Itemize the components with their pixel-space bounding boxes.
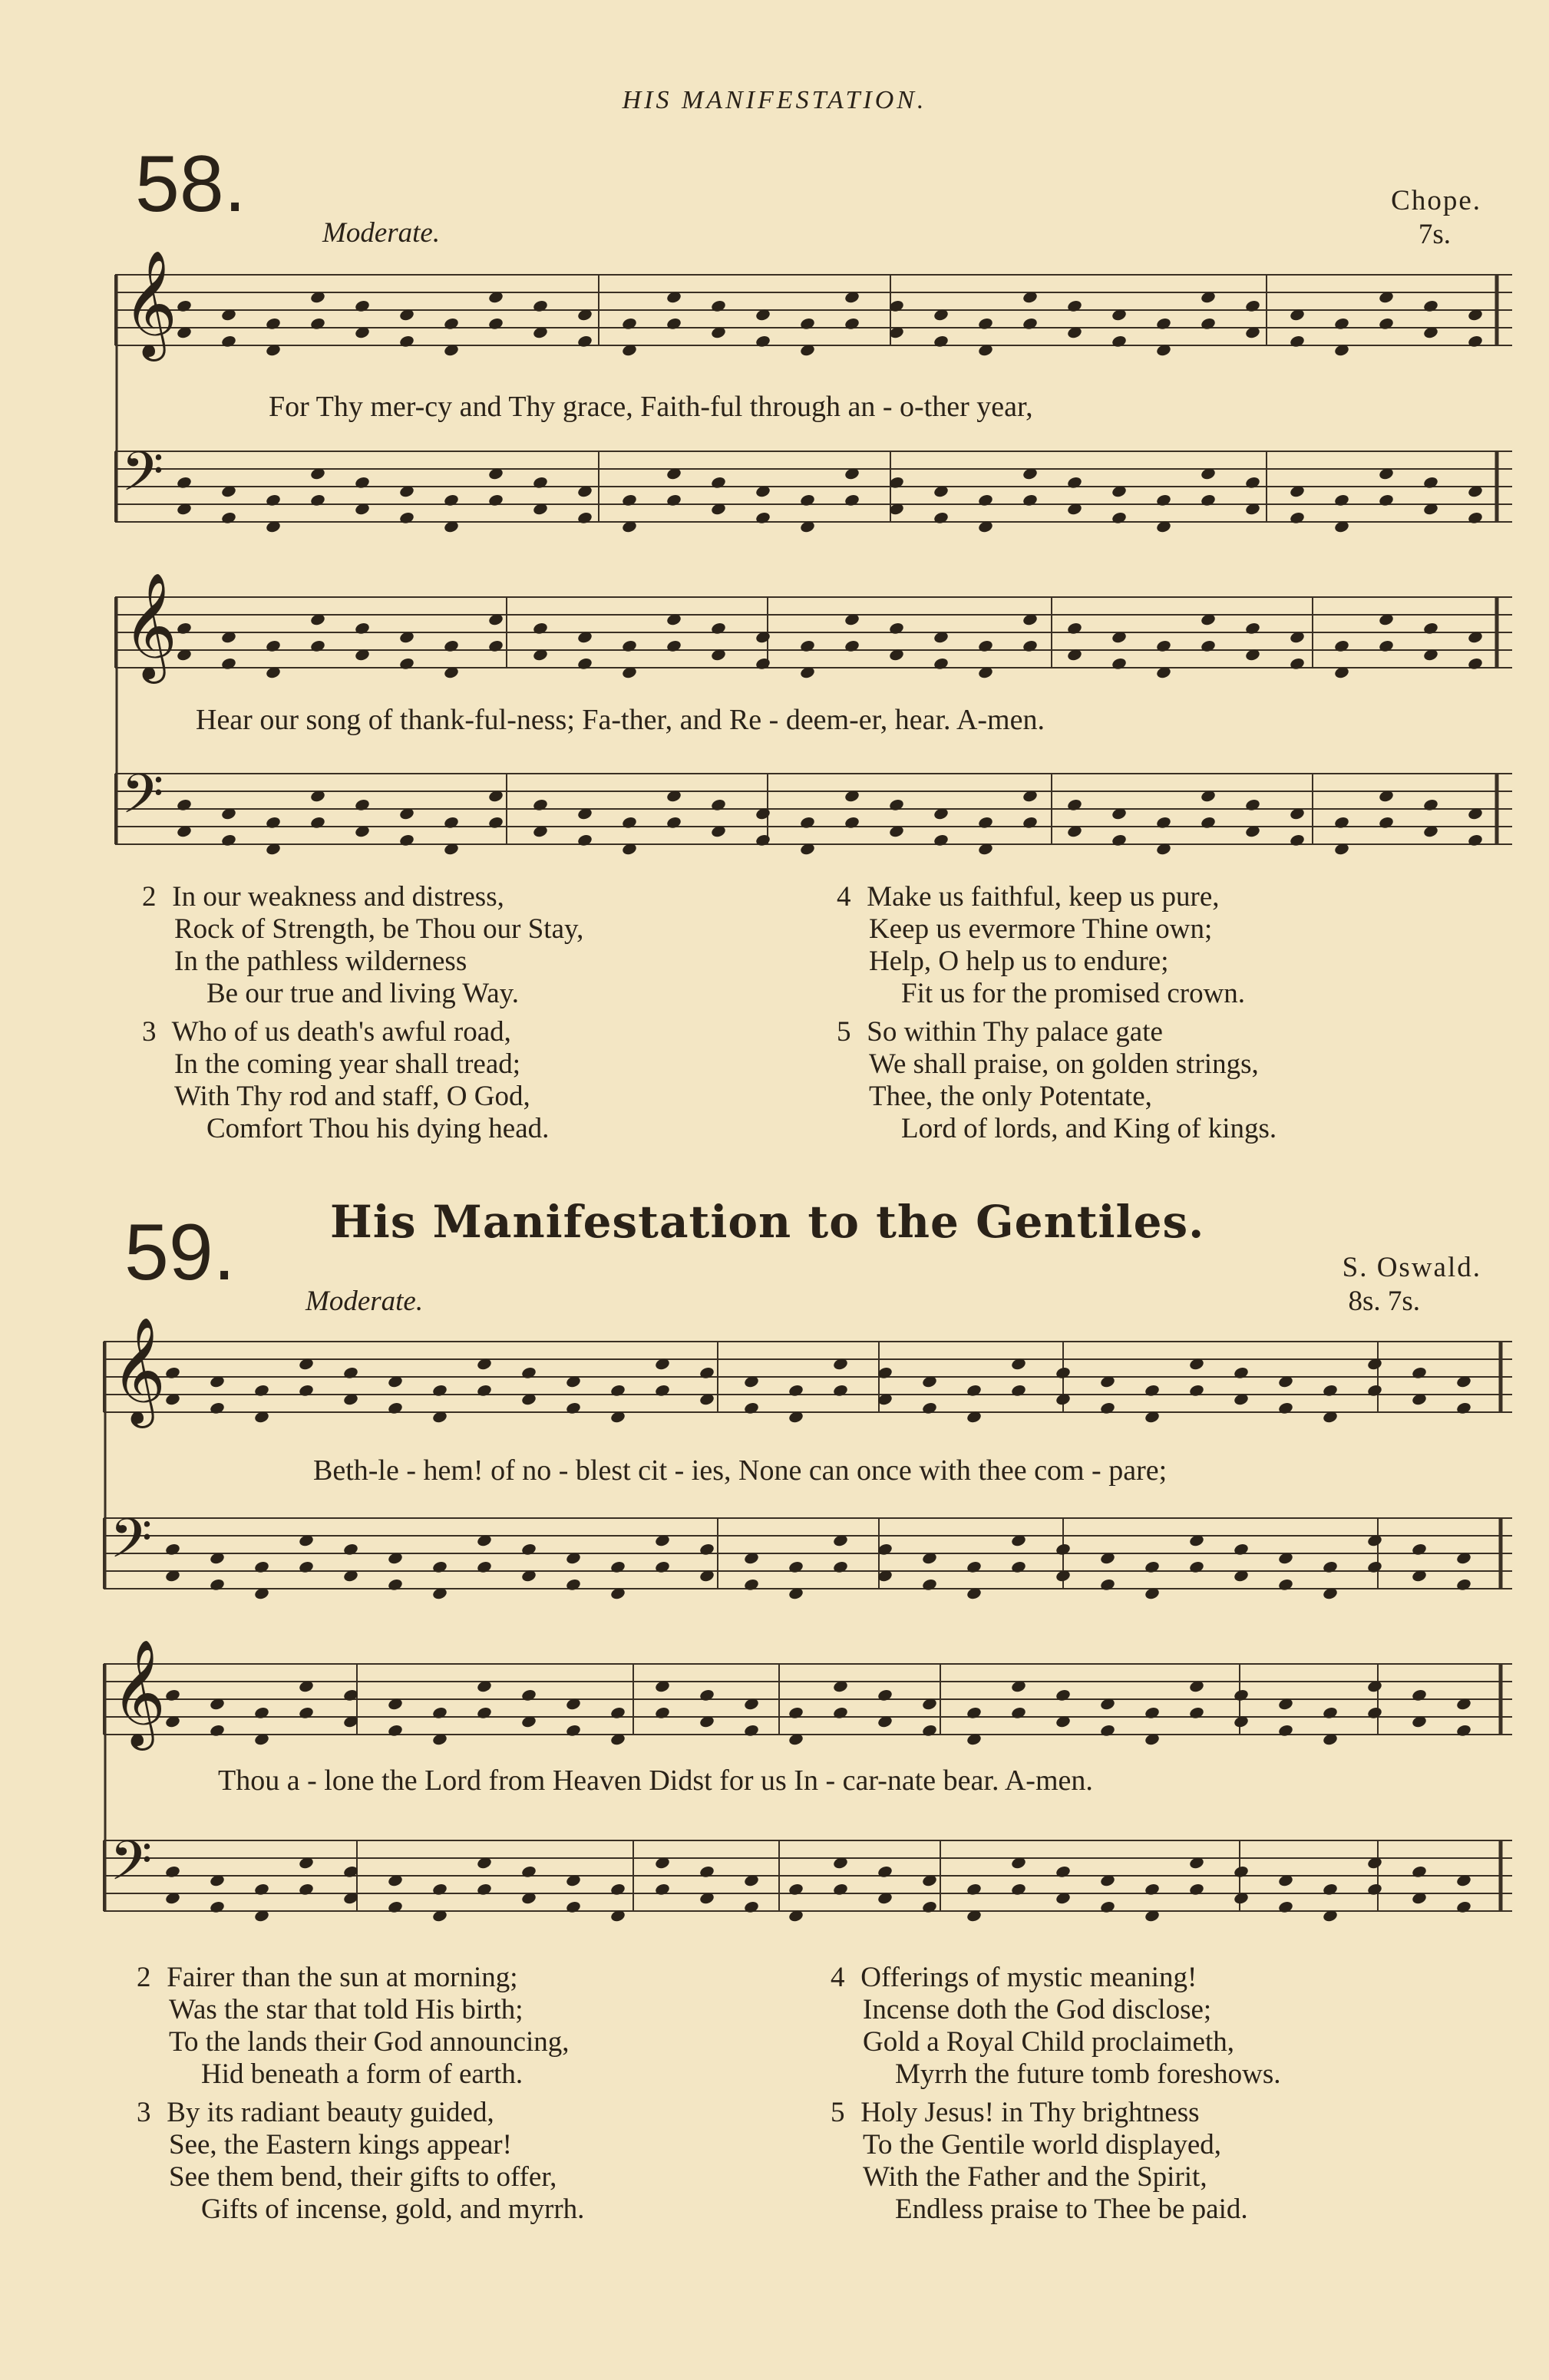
stanza-line: In the coming year shall tread; xyxy=(174,1048,521,1080)
stanza-line: Fit us for the promised crown. xyxy=(901,978,1246,1009)
lyrics-59-line-2: Thou a - lone the Lord from Heaven Didst for us In - car-nate bear. A-men. xyxy=(218,1764,1093,1797)
stanzas-58-right xyxy=(837,881,1277,1151)
stanza-line: Myrrh the future tomb foreshows. xyxy=(895,2058,1281,2090)
stanza-line: In our weakness and distress, xyxy=(172,881,504,913)
stanza-number: 4 xyxy=(837,881,851,913)
bass-clef-icon: 𝄢 xyxy=(121,762,164,840)
stanza-line: Offerings of mystic meaning! xyxy=(860,1962,1197,1993)
stanza-number: 4 xyxy=(831,1962,845,1993)
stanza-line: Comfort Thou his dying head. xyxy=(206,1113,550,1144)
stanza-line: Make us faithful, keep us pure, xyxy=(867,881,1220,913)
stanza-58-5 xyxy=(837,1016,1277,1145)
stanza-line: Holy Jesus! in Thy brightness xyxy=(860,2097,1200,2128)
stanza-line: Was the star that told His birth; xyxy=(169,1994,523,2025)
stanza-line: Thee, the only Potentate, xyxy=(869,1081,1152,1112)
stanza-line: Incense doth the God disclose; xyxy=(863,1994,1212,2025)
hymn-number-58: 58. xyxy=(135,140,246,229)
stanza-line: Help, O help us to endure; xyxy=(869,946,1169,977)
stanza-line: Keep us evermore Thine own; xyxy=(869,913,1213,945)
stanza-line: To the Gentile world displayed, xyxy=(863,2129,1221,2160)
hymn-title-59: His Manifestation to the Gentiles. xyxy=(330,1196,1205,1248)
bass-clef-icon: 𝄢 xyxy=(121,440,164,517)
stanza-line: Lord of lords, and King of kings. xyxy=(901,1113,1277,1144)
stanza-58-4 xyxy=(837,881,1277,1010)
stanza-line: Be our true and living Way. xyxy=(206,978,520,1009)
stanza-59-5 xyxy=(831,2097,1280,2226)
treble-clef-icon: 𝄞 xyxy=(123,573,177,680)
treble-clef-icon: 𝄞 xyxy=(111,1639,166,1747)
stanza-59-2 xyxy=(137,1962,584,2091)
stanza-number: 5 xyxy=(837,1016,851,1048)
stanza-line: See, the Eastern kings appear! xyxy=(169,2129,512,2160)
hymn-number-59: 59. xyxy=(124,1208,236,1297)
stanza-number: 3 xyxy=(142,1016,157,1048)
stanza-line: With the Father and the Spirit, xyxy=(863,2161,1207,2193)
stanzas-58-left xyxy=(142,881,583,1151)
lyrics-59-line-1: Beth-le - hem! of no - blest cit - ies, None can once with thee com - pare; xyxy=(313,1454,1168,1487)
stanza-59-4 xyxy=(831,1962,1280,2091)
meter-59: 8s. 7s. xyxy=(1348,1286,1420,1317)
tempo-58: Moderate. xyxy=(322,217,441,249)
meter-58: 7s. xyxy=(1418,219,1451,250)
stanza-58-3 xyxy=(142,1016,583,1145)
stanza-line: Hid beneath a form of earth. xyxy=(201,2058,523,2090)
stanza-line: So within Thy palace gate xyxy=(867,1016,1163,1048)
composer-58: Chope. xyxy=(1391,185,1481,216)
lyrics-58-line-2: Hear our song of thank-ful-ness; Fa-ther, and Re - deem-er, hear. A-men. xyxy=(196,704,1045,736)
tempo-59: Moderate. xyxy=(306,1286,424,1317)
stanza-58-2 xyxy=(142,881,583,1010)
stanza-line: With Thy rod and staff, O God, xyxy=(174,1081,530,1112)
stanza-line: Rock of Strength, be Thou our Stay, xyxy=(174,913,584,945)
stanza-line: Gold a Royal Child proclaimeth, xyxy=(863,2026,1234,2058)
stanza-number: 2 xyxy=(137,1962,151,1993)
stanza-line: Fairer than the sun at morning; xyxy=(167,1962,518,1993)
stanza-number: 3 xyxy=(137,2097,151,2128)
bass-clef-icon: 𝄢 xyxy=(110,1829,153,1906)
stanza-line: Endless praise to Thee be paid. xyxy=(895,2193,1248,2225)
stanza-line: In the pathless wilderness xyxy=(174,946,467,977)
stanzas-59-right xyxy=(831,1962,1280,2232)
stanza-line: See them bend, their gifts to offer, xyxy=(169,2161,557,2193)
stanza-line: By its radiant beauty guided, xyxy=(167,2097,494,2128)
stanza-number: 2 xyxy=(142,881,157,913)
stanza-line: We shall praise, on golden strings, xyxy=(869,1048,1259,1080)
treble-clef-icon: 𝄞 xyxy=(111,1317,166,1424)
stanza-line: Who of us death's awful road, xyxy=(171,1016,511,1048)
stanza-line: To the lands their God announcing, xyxy=(169,2026,570,2058)
running-head: HIS MANIFESTATION. xyxy=(622,86,927,114)
stanza-line: Gifts of incense, gold, and myrrh. xyxy=(201,2193,585,2225)
stanzas-59-left xyxy=(137,1962,584,2232)
treble-clef-icon: 𝄞 xyxy=(123,250,177,358)
bass-clef-icon: 𝄢 xyxy=(110,1507,153,1584)
stanza-59-3 xyxy=(137,2097,584,2226)
stanza-number: 5 xyxy=(831,2097,845,2128)
composer-59: S. Oswald. xyxy=(1342,1252,1481,1283)
lyrics-58-line-1: For Thy mer-cy and Thy grace, Faith-ful through an - o-ther year, xyxy=(269,391,1033,423)
